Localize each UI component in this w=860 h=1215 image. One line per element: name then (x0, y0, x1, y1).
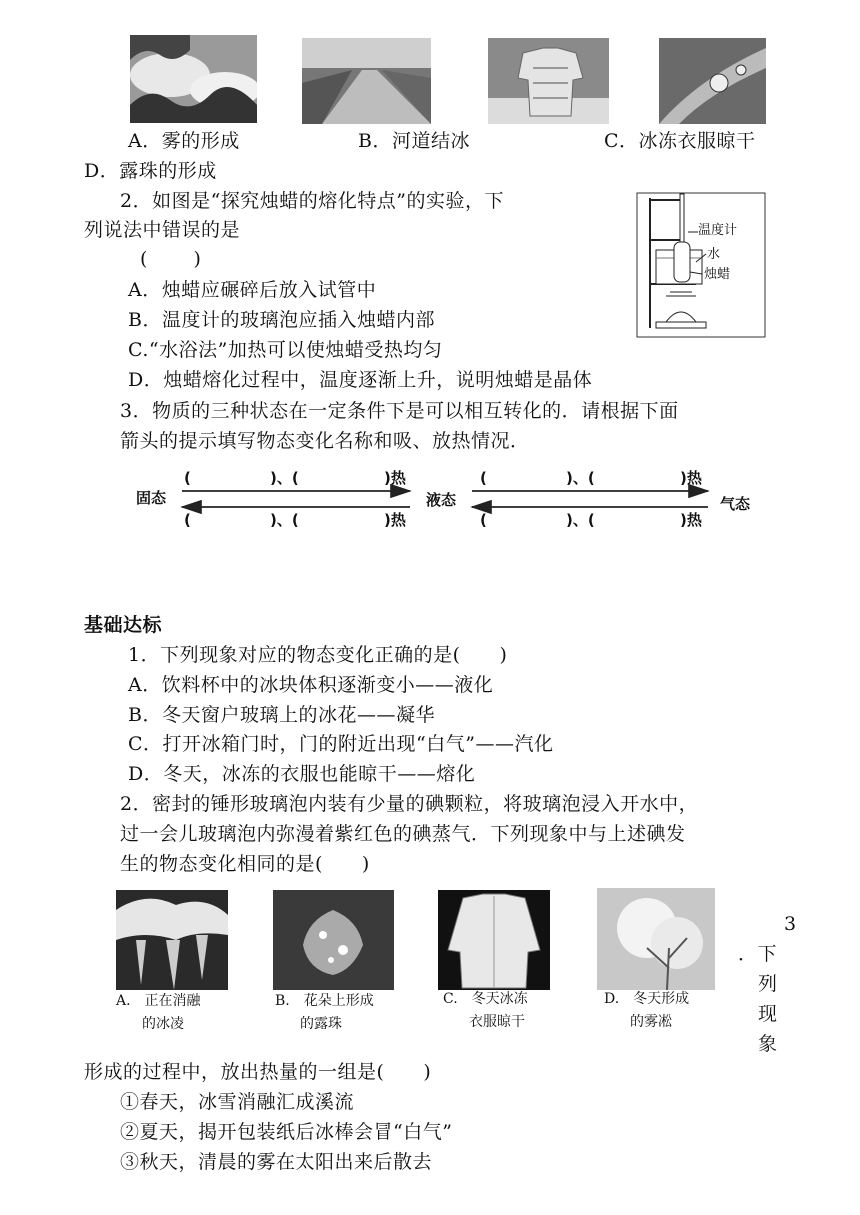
liquid-label: 液态 (426, 491, 457, 509)
q2-stem-line1: 2．如图是“探究烛蜡的熔化特点”的实验，下 (120, 190, 505, 212)
b2-caption-b-line2: 的露珠 (300, 1016, 342, 1032)
caption-d: D．露珠的形成 (84, 160, 217, 182)
dew-flower-photo (273, 890, 394, 990)
thermometer-label: 温度计 (698, 223, 738, 238)
b3-side-4: 象 (758, 1033, 778, 1055)
b3-number: 3 (784, 913, 797, 935)
frozen-shirt-photo (438, 890, 550, 990)
gas-label: 气态 (720, 495, 751, 513)
b3-side-1: ．下 (738, 943, 778, 965)
q2-option-d: D．烛蜡熔化过程中，温度逐渐上升，说明烛蜡是晶体 (128, 369, 593, 391)
rime-photo (597, 888, 715, 990)
dew-photo (659, 38, 766, 124)
q2-option-b: B．温度计的玻璃泡应插入烛蜡内部 (128, 309, 435, 331)
blank-heat-4: )热 (680, 511, 702, 529)
blank-open-1: ( (184, 469, 191, 487)
b3-item-1: ①春天，冰雪消融汇成溪流 (120, 1091, 355, 1113)
caption-c: C．冰冻衣服晾干 (604, 130, 756, 152)
blank-open-2: ( (184, 511, 191, 529)
q2-option-a: A．烛蜡应碾碎后放入试管中 (128, 279, 377, 301)
b3-side-2: 列 (758, 973, 778, 995)
b2-caption-c-line2: 衣服晾干 (469, 1014, 525, 1030)
b2-caption-d-line2: 的雾凇 (630, 1014, 672, 1030)
q2-stem-line2: 列说法中错误的是 (84, 219, 241, 241)
blank-mid-1: )、( (270, 469, 299, 487)
b1-option-c: C．打开冰箱门时，门的附近出现“白气”——汽化 (128, 733, 554, 755)
b3-stem: 形成的过程中，放出热量的一组是( ) (84, 1061, 432, 1083)
b2-caption-c-line1: C. 冬天冰冻 (443, 991, 528, 1007)
q2-option-c: C.“水浴法”加热可以使烛蜡受热均匀 (128, 339, 443, 361)
b1-option-b: B．冬天窗户玻璃上的冰花——凝华 (128, 704, 435, 726)
blank-heat-2: )热 (384, 511, 406, 529)
b2-line3: 生的物态变化相同的是( ) (120, 853, 370, 875)
q3-line2: 箭头的提示填写物态变化名称和吸、放热情况． (120, 430, 530, 452)
b1-option-a: A．饮料杯中的冰块体积逐渐变小——液化 (128, 674, 494, 696)
melting-apparatus-figure (636, 192, 766, 338)
b2-line1: 2．密封的锤形玻璃泡内装有少量的碘颗粒，将玻璃泡浸入开水中， (120, 793, 699, 815)
b1-option-d: D．冬天，冰冻的衣服也能晾干——熔化 (128, 763, 476, 785)
wax-label: 烛蜡 (704, 267, 731, 282)
icicle-photo (116, 890, 228, 990)
b3-item-2: ②夏天，揭开包装纸后冰棒会冒“白气” (120, 1121, 453, 1143)
b3-side-3: 现 (758, 1003, 778, 1025)
solid-label: 固态 (136, 489, 167, 507)
state-change-diagram (130, 465, 770, 535)
b3-item-3: ③秋天，清晨的雾在太阳出来后散去 (120, 1151, 433, 1173)
blank-heat-3: )热 (680, 469, 702, 487)
q3-line1: 3．物质的三种状态在一定条件下是可以相互转化的．请根据下面 (120, 400, 679, 422)
b2-caption-b-line1: B. 花朵上形成 (275, 993, 374, 1009)
b2-line2: 过一会儿玻璃泡内弥漫着紫红色的碘蒸气．下列现象中与上述碘发 (120, 823, 686, 845)
fog-photo (130, 35, 257, 123)
b2-caption-a-line1: A. 正在消融 (116, 993, 201, 1009)
blank-mid-4: )、( (566, 511, 595, 529)
frozen-clothes-photo (488, 38, 609, 124)
b2-caption-a-line2: 的冰凌 (142, 1016, 184, 1032)
blank-open-3: ( (480, 469, 487, 487)
water-label: 水 (707, 247, 721, 262)
blank-heat-1: )热 (384, 469, 406, 487)
q2-answer-blank: ( ) (140, 248, 202, 270)
b1-stem: 1．下列现象对应的物态变化正确的是( ) (128, 644, 508, 666)
blank-mid-3: )、( (566, 469, 595, 487)
blank-mid-2: )、( (270, 511, 299, 529)
river-ice-photo (302, 38, 431, 124)
section-title: 基础达标 (84, 614, 163, 636)
b2-caption-d-line1: D. 冬天形成 (604, 991, 690, 1007)
blank-open-4: ( (480, 511, 487, 529)
caption-b: B．河道结冰 (358, 130, 470, 152)
caption-a: A．雾的形成 (128, 130, 240, 152)
